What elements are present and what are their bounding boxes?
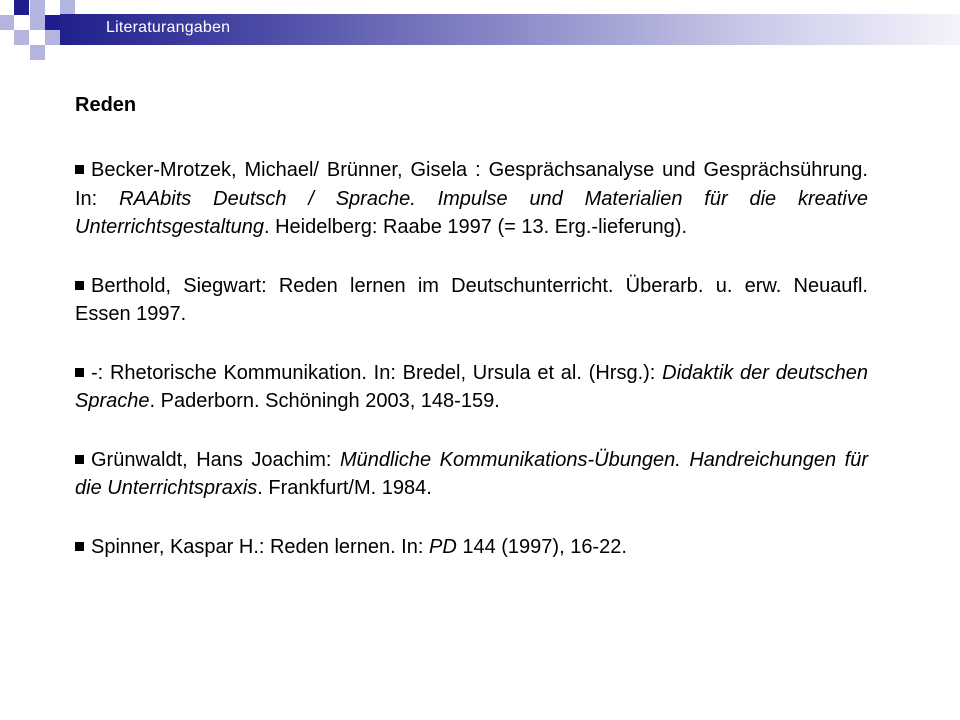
- corner-square-light: [30, 0, 45, 15]
- reference-title: RAAbits Deutsch / Sprache. Impulse und Materialien für die kreative Unterrichtsgestaltung: [75, 187, 868, 238]
- slide-title: Literaturangaben: [106, 19, 231, 36]
- reference-list: [75, 156, 868, 561]
- reference-title: PD: [428, 535, 457, 558]
- reference-text: . Frankfurt/M. 1984.: [257, 477, 432, 499]
- reference-text: -: Rhetorische Kommunikation. In: Bredel, Ursula et al. (Hrsg.):: [91, 361, 663, 384]
- reference-item: [75, 156, 868, 242]
- reference-text: . Paderborn. Schöningh 2003, 148-159.: [149, 390, 500, 412]
- corner-square-dark: [14, 0, 29, 15]
- reference-text: Spinner, Kaspar H.: Reden lernen. In:: [91, 535, 429, 558]
- bullet-icon: [75, 542, 84, 551]
- bullet-icon: [75, 368, 84, 377]
- reference-text: Grünwaldt, Hans Joachim:: [91, 448, 340, 471]
- corner-square-light: [30, 15, 45, 30]
- reference-item: [75, 272, 868, 329]
- corner-square-light: [60, 0, 75, 14]
- bullet-icon: [75, 455, 84, 464]
- reference-title: Mündliche Kommunikations-Übungen. Handreichungen für die Unterrichtspraxis: [75, 448, 868, 499]
- corner-square-light: [14, 30, 29, 45]
- corner-square-light: [0, 15, 14, 30]
- reference-text: . Heidelberg: Raabe 1997 (= 13. Erg.-lieferung).: [263, 216, 688, 238]
- reference-item: [75, 359, 868, 416]
- bullet-icon: [75, 165, 84, 174]
- reference-text: Becker-Mrotzek, Michael/ Brünner, Gisela : Gesprächsanalyse und Gesprächsührung. In:: [75, 159, 868, 210]
- corner-square-light: [30, 45, 45, 60]
- reference-text: Berthold, Siegwart: Reden lernen im Deutschunterricht. Überarb. u. erw. Neuaufl. Essen 1997.: [75, 274, 868, 325]
- bullet-icon: [75, 281, 84, 290]
- corner-square-dark: [45, 15, 60, 30]
- reference-item: [75, 446, 868, 503]
- reference-text: 144 (1997), 16-22.: [456, 535, 627, 558]
- section-heading: Reden: [75, 94, 137, 116]
- reference-item: [75, 533, 868, 562]
- corner-square-light: [45, 30, 60, 45]
- reference-title: Didaktik der deutschen Sprache: [75, 361, 868, 412]
